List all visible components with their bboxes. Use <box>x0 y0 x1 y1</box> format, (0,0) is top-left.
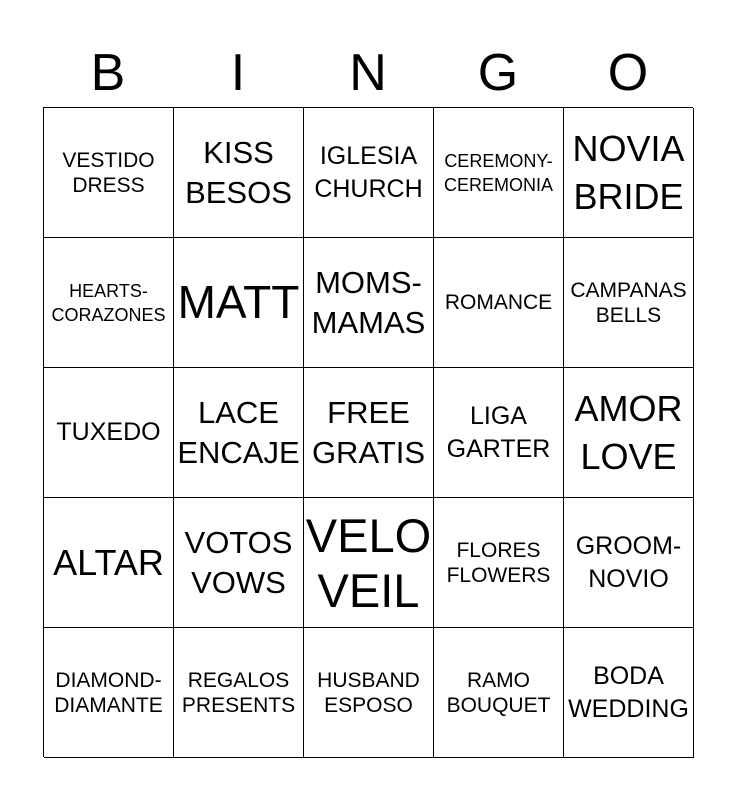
cell-label: FREE GRATIS <box>311 394 426 470</box>
bingo-cell[interactable] <box>434 238 564 368</box>
bingo-cell[interactable] <box>304 368 434 498</box>
cell-label: MOMS- MAMAS <box>311 264 426 340</box>
cell-label: MATT <box>177 276 300 328</box>
bingo-cell[interactable] <box>44 108 174 238</box>
cell-label: IGLESIA CHURCH <box>314 141 423 203</box>
bingo-cell[interactable] <box>174 628 304 758</box>
bingo-cell[interactable] <box>564 498 694 628</box>
bingo-cell[interactable] <box>434 368 564 498</box>
cell-label: VESTIDO DRESS <box>62 148 155 197</box>
header-letter-b: B <box>90 44 126 102</box>
bingo-cell[interactable] <box>564 628 694 758</box>
bingo-cell[interactable] <box>304 108 434 238</box>
header-letter-g: G <box>477 44 519 102</box>
header-letter-o: O <box>607 44 649 102</box>
bingo-cell[interactable] <box>434 498 564 628</box>
cell-label: RAMO BOUQUET <box>446 668 551 717</box>
bingo-header <box>43 38 693 108</box>
cell-label: VELO VEIL <box>305 508 432 617</box>
cell-label: VOTOS VOWS <box>184 524 293 600</box>
cell-label: LACE ENCAJE <box>177 394 300 470</box>
cell-label: ROMANCE <box>444 291 553 314</box>
bingo-cell[interactable] <box>434 628 564 758</box>
cell-label: HUSBAND ESPOSO <box>317 668 420 717</box>
cell-label: CAMPANAS BELLS <box>570 278 687 327</box>
cell-label: FLORES FLOWERS <box>446 538 551 587</box>
cell-label: ALTAR <box>53 541 164 583</box>
header-letter-i: I <box>230 44 246 102</box>
cell-label: REGALOS PRESENTS <box>181 668 296 717</box>
cell-label: KISS BESOS <box>185 134 292 210</box>
bingo-cell[interactable] <box>564 238 694 368</box>
cell-label: DIAMOND- DIAMANTE <box>54 668 163 717</box>
bingo-cell[interactable] <box>564 368 694 498</box>
bingo-cell[interactable] <box>434 108 564 238</box>
cell-label: TUXEDO <box>56 418 161 446</box>
bingo-cell[interactable] <box>174 498 304 628</box>
cell-label: NOVIA BRIDE <box>572 127 685 217</box>
cell-label: AMOR LOVE <box>574 387 683 477</box>
bingo-cell[interactable] <box>304 238 434 368</box>
bingo-cell[interactable] <box>174 368 304 498</box>
bingo-cell[interactable] <box>304 628 434 758</box>
bingo-cell[interactable] <box>174 238 304 368</box>
header-letter-n: N <box>349 44 387 102</box>
bingo-cell[interactable] <box>44 368 174 498</box>
cell-label: LIGA GARTER <box>446 401 551 463</box>
cell-label: CEREMONY- CEREMONIA <box>443 150 553 195</box>
cell-label: GROOM- NOVIO <box>575 531 682 593</box>
bingo-cell[interactable] <box>304 498 434 628</box>
bingo-cell[interactable] <box>174 108 304 238</box>
bingo-board <box>43 107 693 757</box>
bingo-cell[interactable] <box>564 108 694 238</box>
cell-label: HEARTS- CORAZONES <box>51 280 166 325</box>
bingo-cell[interactable] <box>44 498 174 628</box>
bingo-cell[interactable] <box>44 238 174 368</box>
bingo-cell[interactable] <box>44 628 174 758</box>
cell-label: BODA WEDDING <box>568 661 689 723</box>
